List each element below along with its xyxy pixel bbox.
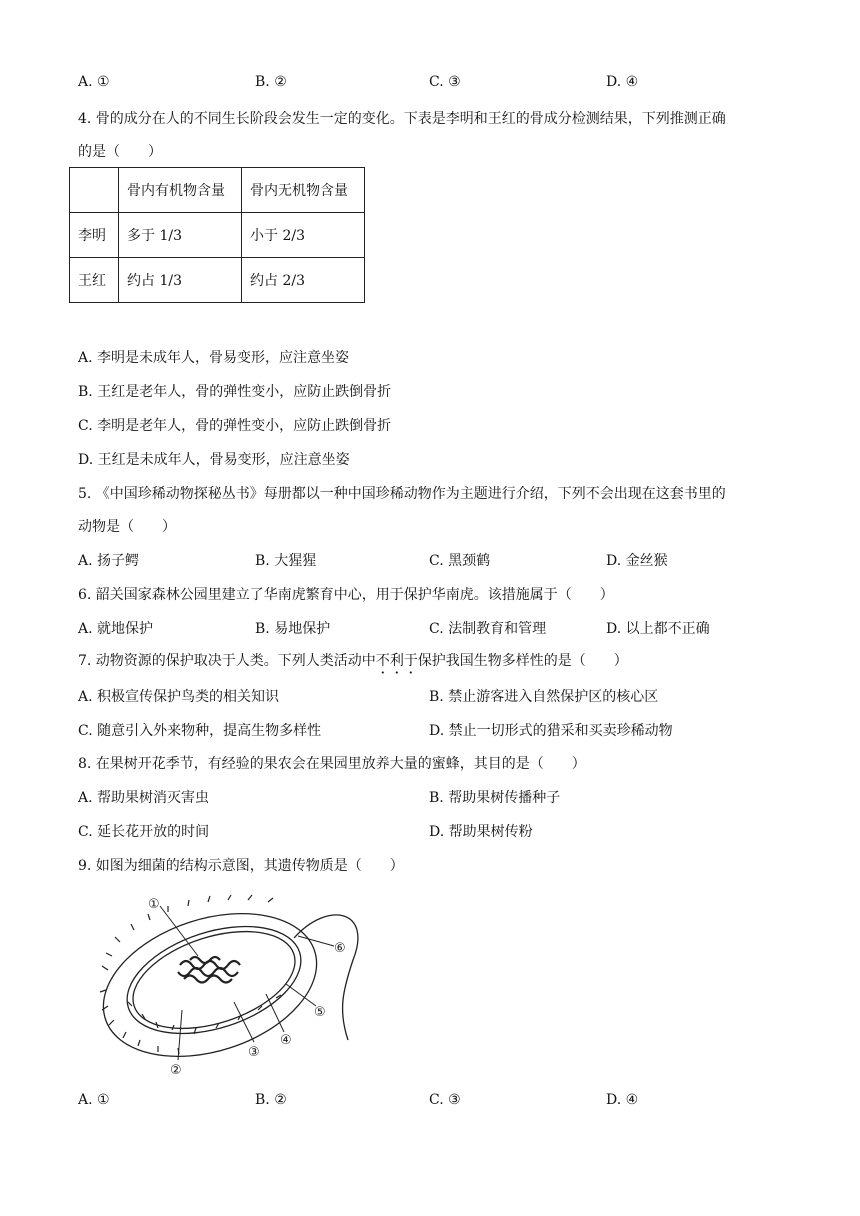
bacteria-svg	[98, 890, 368, 1080]
q7-option-c: C. 随意引入外来物种，提高生物多样性	[78, 723, 322, 739]
table-header-cell	[70, 168, 119, 213]
label-4: ④	[280, 1033, 292, 1048]
label-5: ⑤	[314, 1005, 326, 1020]
q5-option-c: C. 黑颈鹤	[429, 553, 491, 569]
leader-lines	[160, 906, 334, 1060]
q5-option-b: B. 大猩猩	[255, 553, 317, 569]
label-6: ⑥	[334, 941, 346, 956]
q4-option-c: C. 李明是老年人，骨的弹性变小，应防止跌倒骨折	[78, 418, 392, 434]
table-cell: 小于 2/3	[242, 213, 365, 258]
q5-stem-line1: 5. 《中国珍稀动物探秘丛书》每册都以一种中国珍稀动物作为主题进行介绍，下列不会出现在这套书里的	[78, 486, 726, 502]
cell-wall-outline	[114, 907, 315, 1054]
q8-option-b: B. 帮助果树传播种子	[429, 790, 561, 806]
q8-stem: 8. 在果树开花季节，有经验的果农会在果园里放养大量的蜜蜂，其目的是（ ）	[78, 756, 586, 772]
q5-option-d: D. 金丝猴	[606, 553, 668, 569]
q4-option-d: D. 王红是未成年人，骨易变形，应注意坐姿	[78, 452, 350, 468]
label-2: ②	[170, 1063, 182, 1078]
q7-option-a: A. 积极宣传保护鸟类的相关知识	[78, 689, 280, 705]
q7-stem	[78, 650, 628, 670]
table-cell: 约占 1/3	[119, 258, 242, 303]
q9-option-d: D. ④	[606, 1092, 639, 1108]
dna-region	[178, 957, 240, 983]
q7-stem-before: 7. 动物资源的保护取决于人类。下列人类活动中	[78, 653, 376, 669]
label-1: ①	[148, 897, 160, 912]
q7-stem-after: 保护我国生物多样性的是（ ）	[417, 653, 628, 669]
q9-stem: 9. 如图为细菌的结构示意图，其遗传物质是（ ）	[78, 858, 404, 874]
table-header-cell: 骨内无机物含量	[242, 168, 365, 213]
table-cell: 王红	[70, 258, 119, 303]
q9-option-c: C. ③	[429, 1092, 461, 1108]
q6-option-d: D. 以上都不正确	[606, 621, 710, 637]
cell-membrane-outline	[121, 913, 307, 1047]
q3-option-b: B. ②	[255, 74, 287, 90]
q7-option-d: D. 禁止一切形式的猎采和买卖珍稀动物	[429, 723, 673, 739]
q5-option-a: A. 扬子鳄	[78, 553, 140, 569]
q7-option-b: B. 禁止游客进入自然保护区的核心区	[429, 689, 659, 705]
q3-option-a: A. ①	[78, 74, 110, 90]
q8-options-row2	[78, 821, 798, 841]
q4-stem-line1: 4. 骨的成分在人的不同生长阶段会发生一定的变化。下表是李明和王红的骨成分检测结果，下列推测正确	[78, 111, 726, 127]
q7-options-row1	[78, 686, 798, 706]
q6-option-c: C. 法制教育和管理	[429, 621, 547, 637]
q8-option-d: D. 帮助果树传粉	[429, 824, 533, 840]
q4-option-a: A. 李明是未成年人，骨易变形，应注意坐姿	[78, 350, 350, 366]
table-row	[70, 258, 365, 303]
q7-emphasis-char: 不	[375, 653, 390, 669]
q3-option-d: D. ④	[606, 74, 639, 90]
q3-options	[78, 74, 798, 94]
q6-option-a: A. 就地保护	[78, 621, 154, 637]
table-header-cell: 骨内有机物含量	[119, 168, 242, 213]
q8-options-row1	[78, 787, 798, 807]
q6-option-b: B. 易地保护	[255, 621, 331, 637]
table-row	[70, 213, 365, 258]
capsule-outline	[98, 890, 335, 1080]
q8-option-a: A. 帮助果树消灭害虫	[78, 790, 210, 806]
table-cell: 约占 2/3	[242, 258, 365, 303]
bone-composition-table	[69, 167, 365, 303]
q8-option-c: C. 延长花开放的时间	[78, 824, 210, 840]
q7-options-row2	[78, 720, 798, 740]
label-3: ③	[248, 1045, 260, 1060]
q3-option-c: C. ③	[429, 74, 461, 90]
table-header-row	[70, 168, 365, 213]
q9-options	[78, 1092, 798, 1112]
bacteria-structure-diagram	[98, 890, 368, 1080]
q4-option-b: B. 王红是老年人，骨的弹性变小，应防止跌倒骨折	[78, 384, 392, 400]
q6-stem: 6. 韶关国家森林公园里建立了华南虎繁育中心，用于保护华南虎。该措施属于（ ）	[78, 587, 614, 603]
q7-emphasis-char: 于	[403, 653, 418, 669]
table-cell: 多于 1/3	[119, 213, 242, 258]
q5-stem-line2: 动物是（ ）	[78, 519, 176, 535]
q4-stem-line2: 的是（ ）	[78, 144, 162, 160]
q9-option-b: B. ②	[255, 1092, 287, 1108]
q9-option-a: A. ①	[78, 1092, 110, 1108]
table-cell: 李明	[70, 213, 119, 258]
q6-options	[78, 618, 798, 638]
q7-emphasis-char: 利	[389, 653, 404, 669]
q5-options	[78, 550, 798, 570]
